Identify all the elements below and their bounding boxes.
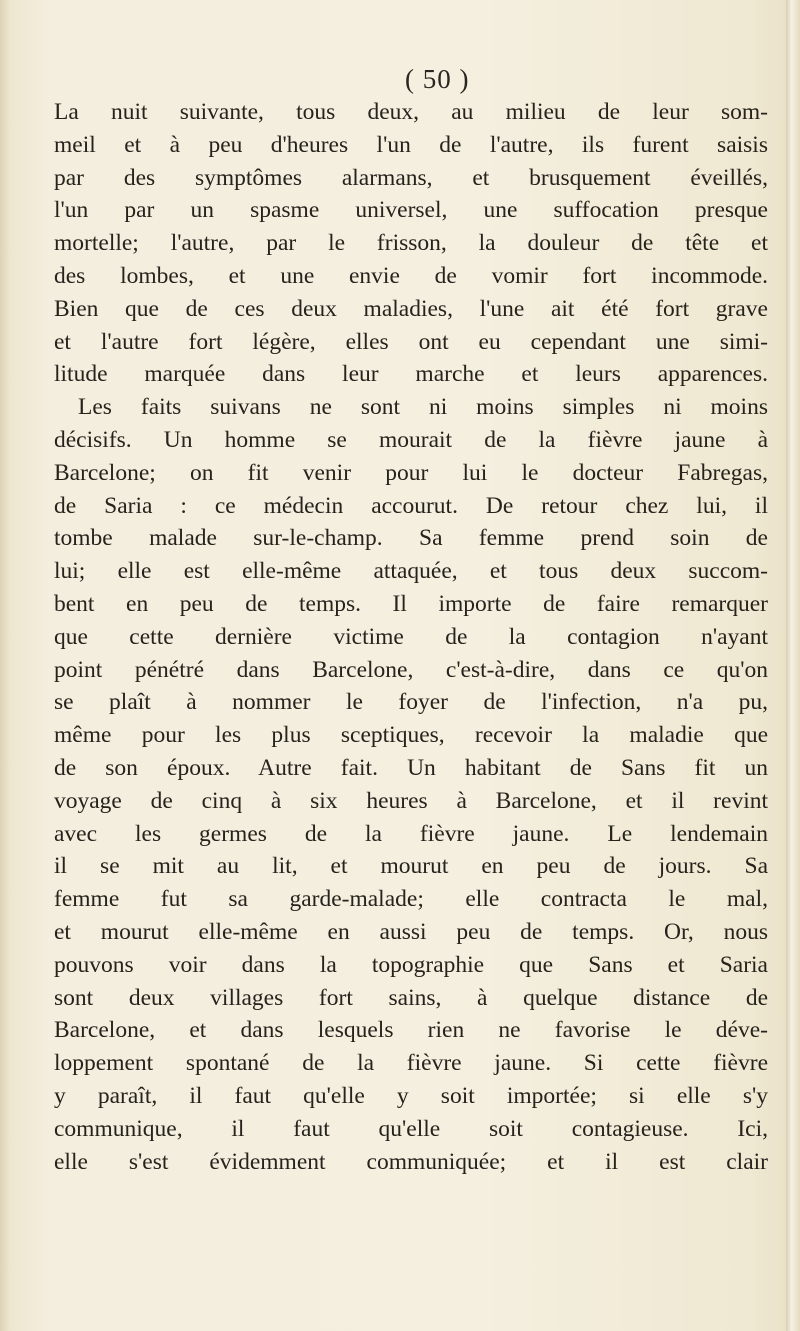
text-line: de Saria : ce médecin accourut. De retour chez lui, il [54,492,768,519]
text-line: bent en peu de temps. Il importe de faire remarquer [54,590,768,617]
page-edge [786,0,800,1331]
text-line: par des symptômes alarmans, et brusquement éveillés, [54,164,768,191]
text-line: de son époux. Autre fait. Un habitant de Sans fit un [54,754,768,781]
text-line: sont deux villages fort sains, à quelque distance de [54,984,768,1011]
body-text [54,96,768,1178]
text-line: point pénétré dans Barcelone, c'est-à-dire, dans ce qu'on [54,656,768,683]
paragraph-start-line: Les faits suivans ne sont ni moins simples ni moins [78,394,768,421]
text-line: loppement spontané de la fièvre jaune. Si cette fièvre [54,1050,768,1077]
text-line: mortelle; l'autre, par le frisson, la douleur de tête et [54,230,768,257]
text-line: litude marquée dans leur marche et leurs apparences. [54,361,768,388]
text-line: décisifs. Un homme se mourait de la fièvre jaune à [54,426,768,453]
text-line: se plaît à nommer le foyer de l'infection, n'a pu, [54,689,768,716]
text-line: elle s'est évidemment communiquée; et il est clair [54,1148,768,1175]
text-line: et mourut elle-même en aussi peu de temps. Or, nous [54,918,768,945]
text-line: tombe malade sur-le-champ. Sa femme prend soin de [54,525,768,552]
text-line: des lombes, et une envie de vomir fort incommode. [54,262,768,289]
text-line: même pour les plus sceptiques, recevoir la maladie que [54,722,768,749]
text-line: Barcelone; on fit venir pour lui le docteur Fabregas, [54,459,768,486]
text-line: que cette dernière victime de la contagion n'ayant [54,623,768,650]
text-line: y paraît, il faut qu'elle y soit importée; si elle s'y [54,1082,768,1109]
text-line: avec les germes de la fièvre jaune. Le lendemain [54,820,768,847]
page-number: ( 50 ) [405,64,470,94]
text-line: il se mit au lit, et mourut en peu de jours. Sa [54,853,768,880]
text-line: Barcelone, et dans lesquels rien ne favorise le déve- [54,1017,768,1044]
text-line: femme fut sa garde-malade; elle contracta le mal, [54,886,768,913]
text-line: et l'autre fort légère, elles ont eu cependant une simi- [54,328,768,355]
text-line: voyage de cinq à six heures à Barcelone, et il revint [54,787,768,814]
page-gutter-shadow [0,0,10,1331]
text-line: La nuit suivante, tous deux, au milieu de leur som- [54,99,768,125]
text-line: lui; elle est elle-même attaquée, et tous deux succom- [54,558,768,585]
text-line: pouvons voir dans la topographie que Sans et Saria [54,951,768,978]
text-line: l'un par un spasme universel, une suffocation presque [54,197,768,224]
text-line: communique, il faut qu'elle soit contagieuse. Ici, [54,1115,768,1142]
text-line: Bien que de ces deux maladies, l'une ait été fort grave [54,295,768,322]
text-line: meil et à peu d'heures l'un de l'autre, ils furent saisis [54,131,768,158]
